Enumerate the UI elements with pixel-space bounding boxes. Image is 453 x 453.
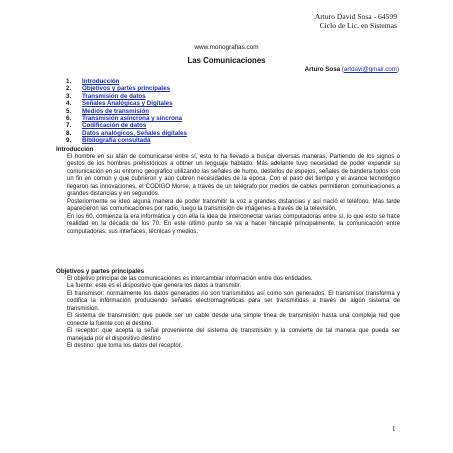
toc-link[interactable]: Señales Analógicas y Digitales xyxy=(82,100,173,108)
toc-number: 8. xyxy=(66,129,72,137)
paragraph: En los 60, comienza la era informática y con ella la idea de interconectar varias computadoras entre sí, lo que esto se hace realidad en la década de los 70. En este último punto se va a hacer hincapié principalmente, la comunicación entre computadoras, sus interfaces, técnicas y medios. xyxy=(67,213,400,235)
toc-item xyxy=(66,122,187,129)
toc-item xyxy=(66,93,187,100)
toc-link[interactable]: Transmisión de datos xyxy=(82,92,146,100)
toc-link[interactable]: Codificación de datos xyxy=(82,122,147,130)
document-title: Las Comunicaciones xyxy=(187,56,266,65)
site-url: www.monografias.com xyxy=(194,44,259,51)
toc-number: 3. xyxy=(66,92,72,100)
toc-number: 5. xyxy=(66,107,72,115)
toc-link[interactable]: Bibliografía consultada xyxy=(82,137,151,145)
section-heading-introduccion: Introducción xyxy=(56,146,94,153)
toc-link[interactable]: Medios de transmisión xyxy=(82,107,150,115)
toc-link[interactable]: Datos analógicos, Señales digitales xyxy=(82,129,187,137)
toc-link[interactable]: Objetivos y partes principales xyxy=(82,85,171,93)
toc-item xyxy=(66,115,187,122)
page-header xyxy=(315,12,397,30)
page-number: 1 xyxy=(392,425,396,433)
paragraph: El receptor: que acepta la señal proveniente del sistema de transmisión y la convierte de tal manera que pueda ser manejada por el dispositivo destino xyxy=(67,328,400,342)
toc-item xyxy=(66,108,187,115)
toc-link[interactable]: Introducción xyxy=(82,78,120,85)
section-heading-objetivos: Objetivos y partes principales xyxy=(56,268,145,275)
table-of-contents xyxy=(66,78,187,145)
toc-item xyxy=(66,78,187,85)
paragraph: El sistema de transmisión: que puede ser un cable desde una simple línea de transmisión hasta una compleja red que conecte la fuente con el destino. xyxy=(67,313,400,327)
paragraph: Posteriormente se ideó alguna manera de poder transmitir la voz a grandes distancias y así nació el teléfono. Más tarde aparecieron las comunicaciones por radio, luego la transmisión de imágenes a través de la televisión. xyxy=(67,198,400,213)
paragraph: El objetivo principal de las comunicaciones es intercambiar información entre dos entidades. xyxy=(67,276,313,282)
toc-number: 4. xyxy=(66,100,72,108)
author-email-link[interactable]: artdavi@gmail.com xyxy=(343,66,397,73)
section-body-introduccion xyxy=(67,154,400,236)
paragraph: El transmisor: normalmente los datos generados no son transmitidos así como son generados. El transmisor transforma y codifica la información produciendo señales electromagnéticas para ser transmitidas a través de algún sistema de transmisión. xyxy=(67,290,400,312)
paragraph: El destino: que toma los datos del receptor. xyxy=(67,343,183,350)
toc-number: 1. xyxy=(66,78,72,85)
header-program: Ciclo de Lic. en Sistemas xyxy=(319,21,397,30)
author-name: Arturo Sosa xyxy=(304,66,341,73)
toc-item xyxy=(66,137,187,144)
toc-number: 9. xyxy=(66,137,72,145)
paragraph: El hombre en su afán de comunicarse entre sí, esto lo ha llevado a buscar diversas maneras. Partiendo de los signos o gestos de los hombres prehistóricos a obtner un lenguaje hablado. Más adelante tuvo necesidad de poder expandir su comunicación en su entorno geográfico utilizando las señales de humo, destellos de espejos, señales de bandera todos con un fin en común y que cubrieron y aún cubren necesidades de la época. Con el paso del tiempo y el avance tecnológico llegaron las innovaciones, el CODIGO Morse, a través de un telégrafo por medios de cables permitieron comunicaciones a grandes distancias y en segundos. xyxy=(67,154,400,198)
section-body-objetivos xyxy=(67,276,400,351)
header-author-id: Arturo David Sosa - 64599 xyxy=(314,12,397,21)
toc-item xyxy=(66,100,187,107)
toc-number: 2. xyxy=(66,85,72,93)
toc-number: 7. xyxy=(66,122,72,130)
toc-link[interactable]: Transmisión asíncrona y síncrona xyxy=(82,115,183,123)
author-line: Arturo Sosa (artdavi@gmail.com) xyxy=(304,66,399,73)
paragraph: La fuente: este es el dispositivo que genera los datos a transmitir. xyxy=(67,283,242,290)
toc-number: 6. xyxy=(66,115,72,123)
toc-item xyxy=(66,130,187,137)
toc-item xyxy=(66,85,187,92)
